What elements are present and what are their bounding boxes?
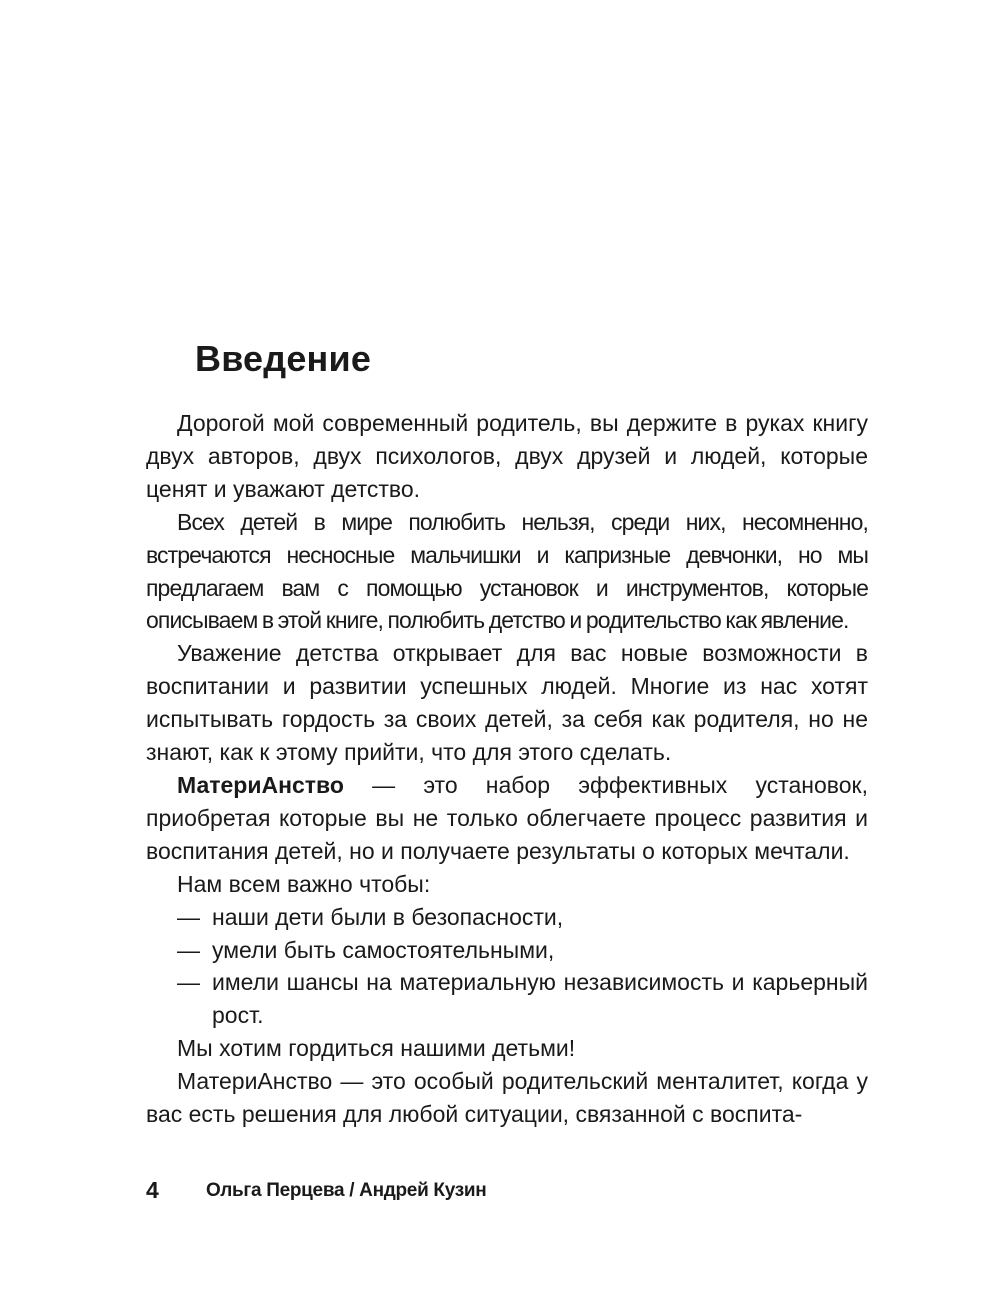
paragraph-6: Мы хотим гордиться нашими детьми!	[177, 1035, 576, 1062]
list-item-text: умели быть самостоятельными,	[212, 936, 555, 963]
paragraph-7: МатериАнство — это особый родительский менталитет, когда у вас есть решения для любой ситуации, связанной с воспита-	[146, 1068, 868, 1128]
paragraph-1: Дорогой мой современный родитель, вы держите в руках книгу двух авторов, двух психологов, двух друзей и людей, которые ценят и уважают детство.	[146, 410, 868, 502]
paragraph-4-text: — это набор эффективных установок, приобретая которые вы не только облегчаете процесс развития и воспитания детей, но и получаете результаты о которых мечтали.	[146, 771, 868, 864]
dash-marker: —	[177, 903, 200, 930]
bullet-list	[146, 901, 868, 1033]
list-item	[146, 934, 868, 967]
paragraph-3: Уважение детства открывает для вас новые возможности в воспитании и развитии успешных людей. Многие из нас хотят испытывать гордость за своих детей, за себя как родителя, но не знают, как к этому прийти, что для этого сделать.	[146, 640, 868, 766]
page-number: 4	[146, 1177, 159, 1203]
list-item	[146, 966, 868, 1032]
page-footer	[146, 1177, 868, 1207]
running-head-authors: Ольга Перцева / Андрей Кузин	[206, 1180, 487, 1201]
chapter-heading: Введение	[195, 338, 372, 379]
dash-marker: —	[177, 936, 200, 963]
list-item-text: наши дети были в безопасности,	[212, 903, 564, 930]
brand-term: МатериАнство	[177, 771, 344, 798]
dash-marker: —	[177, 969, 200, 996]
list-item	[146, 901, 868, 934]
body-text	[146, 407, 868, 1131]
list-item-text: имели шансы на материальную независимость и карьерный рост.	[212, 969, 868, 1029]
paragraph-4	[146, 769, 868, 868]
paragraph-2: Всех детей в мире полюбить нельзя, среди них, несомненно, встречаются несносные мальчишки и капризные девчонки, но мы предлагаем вам с помощью установок и инструментов, которые описываем в этой книге, полюбить детство и родительство как явление.	[146, 508, 868, 634]
paragraph-5: Нам всем важно чтобы:	[177, 870, 431, 897]
